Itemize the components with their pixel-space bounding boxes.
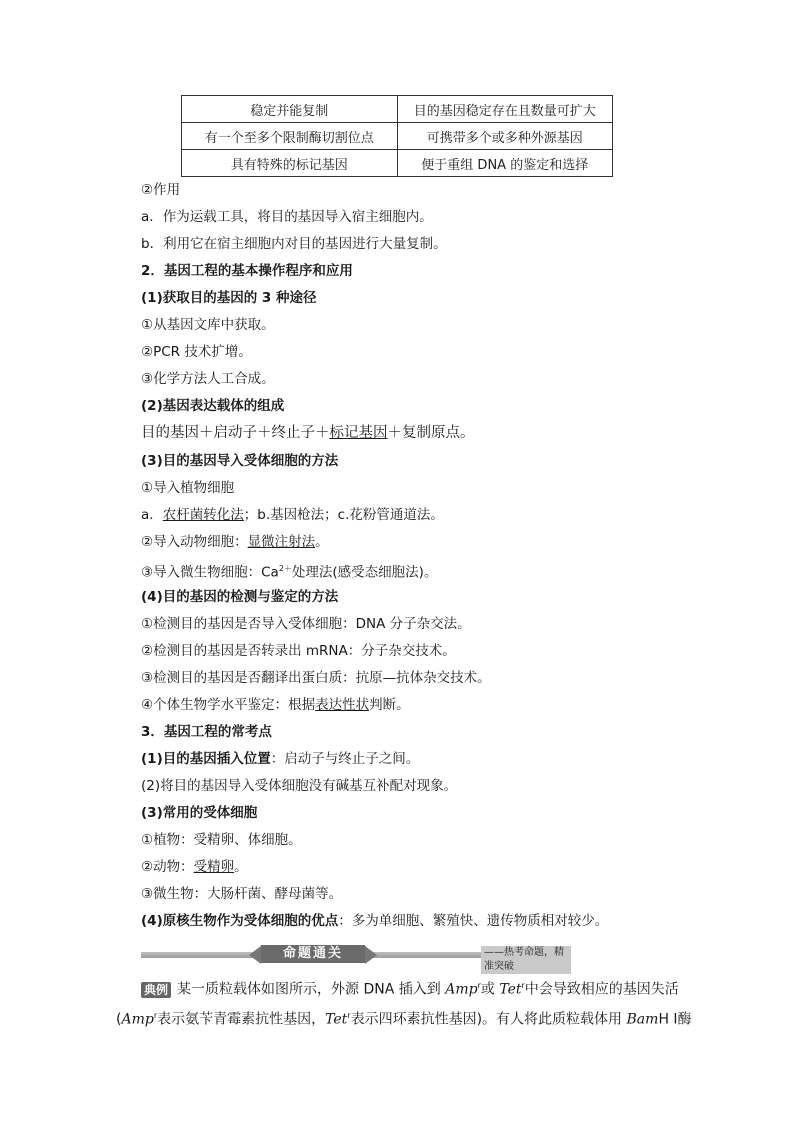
gene-name: Amp [121,1011,154,1028]
text-line [141,696,410,714]
underlined-term: 农杆菌转化法 [162,507,244,523]
text-span: 中会导致相应的基因失活 [524,981,679,998]
section-banner [141,944,571,972]
text-line [141,506,444,524]
text-line: ②PCR 技术扩增。 [141,344,252,360]
text-line: ③微生物：大肠杆菌、酵母菌等。 [141,886,343,902]
text-line: b．利用它在宿主细胞内对目的基因进行大量复制。 [141,236,447,252]
text-span: 或 [480,981,500,998]
text-span: 表示氨苄青霉素抗性基因， [157,1011,326,1028]
text-span: ( [116,1011,122,1028]
text-line: (2)将目的基因导入受体细胞没有碱基互补配对现象。 [141,778,458,794]
table-row [182,150,613,177]
table-cell: 具有特殊的标记基因 [182,150,398,177]
bold-term: (4)原核生物作为受体细胞的优点 [141,913,339,929]
chevron-left-icon [249,946,261,964]
text-span: 目的基因＋启动子＋终止子＋ [141,425,330,441]
text-span: 某一质粒载体如图所示，外源 DNA 插入到 [177,981,446,998]
subsection-heading: (3)目的基因导入受体细胞的方法 [141,453,339,469]
text-line: ②检测目的基因是否转录出 mRNA：分子杂交技术。 [141,643,456,659]
superscript: r [521,981,525,990]
text-line [141,560,437,582]
text-span: ；b.基因枪法；c.花粉管通道法。 [243,507,444,523]
bold-term: (1)目的基因插入位置 [141,751,271,767]
underlined-term: 表达性状 [315,697,370,713]
example-problem [116,971,692,1028]
chevron-right-icon [365,946,377,964]
subsection-heading: (1)获取目的基因的 3 种途径 [141,290,317,306]
gene-name: Amp [445,981,478,998]
text-line: ②作用 [141,182,181,198]
table-row [182,96,613,123]
text-line [116,1001,692,1035]
section-heading: 2．基因工程的基本操作程序和应用 [141,263,353,279]
underlined-term: 标记基因 [329,425,388,441]
table-cell: 可携带多个或多种外源基因 [397,123,613,150]
gene-name: Tet [499,981,522,998]
underlined-term: 受精卵 [193,859,235,875]
text-line [141,533,329,551]
text-line [141,912,608,930]
text-span: ④个体生物学水平鉴定：根据 [141,697,316,713]
text-span: H Ⅰ酶 [658,1011,692,1028]
text-line: ③检测目的基因是否翻译出蛋白质：抗原—抗体杂交技术。 [141,670,491,686]
text-span: ②动物： [141,859,194,875]
table-cell: 有一个至多个限制酶切割位点 [182,123,398,150]
banner-title: 命题通关 [261,945,365,963]
text-line: a．作为运载工具，将目的基因导入宿主细胞内。 [141,209,433,225]
text-line [141,750,419,768]
table-row [182,123,613,150]
subsection-heading: (3)常用的受体细胞 [141,805,258,821]
gene-name: Tet [325,1011,348,1028]
text-line: ①检测目的基因是否导入受体细胞：DNA 分子杂交法。 [141,616,471,632]
example-tag: 典例 [141,982,171,998]
text-span: 判断。 [369,697,410,713]
table-cell: 便于重组 DNA 的鉴定和选择 [397,150,613,177]
subsection-heading: (2)基因表达载体的组成 [141,398,285,414]
text-span: ②导入动物细胞： [141,534,248,550]
section-heading: 3．基因工程的常考点 [141,724,272,740]
text-line: ①从基因文库中获取。 [141,317,275,333]
superscript: r [153,1011,158,1020]
text-span: 表示四环素抗性基因)。有人将此质粒载体用 [350,1011,627,1028]
superscript: r [347,1011,351,1020]
subsection-heading: (4)目的基因的检测与鉴定的方法 [141,589,339,605]
text-span: ：启动子与终止子之间。 [270,751,420,767]
text-line [141,424,475,442]
table-cell: 目的基因稳定存在且数量可扩大 [397,96,613,123]
text-span: 处理法(感受态细胞法)。 [291,564,438,581]
text-line: ①导入植物细胞 [141,480,235,496]
enzyme-name: Bam [626,1011,659,1028]
text-span: ＋复制原点。 [387,425,475,441]
text-line [141,858,248,876]
text-line: ①植物：受精卵、体细胞。 [141,832,302,848]
superscript: 2＋ [278,564,292,573]
superscript: r [477,981,481,990]
table-cell: 稳定并能复制 [182,96,398,123]
text-span: ③导入微生物细胞：Ca [141,564,279,581]
text-span: a． [141,507,163,523]
text-span: 。 [234,859,248,875]
banner-subtitle: ——热考命题，精准突破 [481,946,571,974]
underlined-term: 显微注射法 [247,534,316,550]
text-span: 。 [315,534,329,550]
text-span: ：多为单细胞、繁殖快、遗传物质相对较少。 [338,913,609,929]
text-line: ③化学方法人工合成。 [141,371,275,387]
vector-requirements-table [181,95,613,177]
